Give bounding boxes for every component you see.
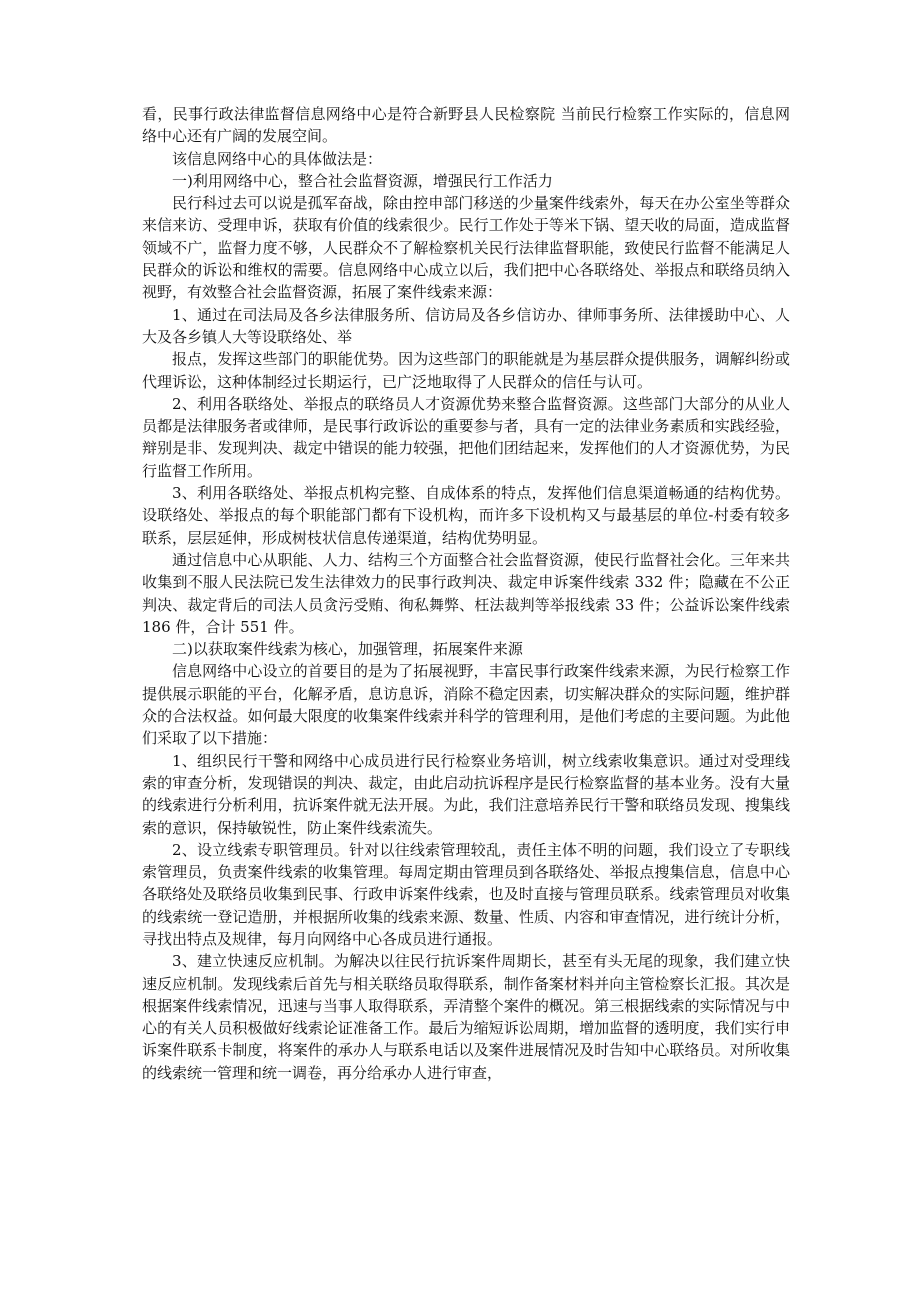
paragraph: 民行科过去可以说是孤军奋战，除由控申部门移送的少量案件线索外，每天在办公室坐等群众来信来访、受理申诉，获取有价值的线索很少。民行工作处于等米下锅、望天收的局面，造成监督领域不广，监督力度不够，人民群众不了解检察机关民行法律监督职能，致使民行监督不能满足人民群众的诉讼和维权的需要。信息网络中心成立以后，我们把中心各联络处、举报点和联络员纳入视野，有效整合社会监督资源，拓展了案件线索来源： [142,194,790,302]
list-item: 1、通过在司法局及各乡法律服务所、信访局及各乡信访办、律师事务所、法律援助中心、人大及各乡镇人大等设联络处、举 [142,305,790,346]
paragraph: 通过信息中心从职能、人力、结构三个方面整合社会监督资源，使民行监督社会化。三年来共收集到不服人民法院已发生法律效力的民事行政判决、裁定申诉案件线索 332 件；隐藏在不公正判决、裁定背后的司法人员贪污受贿、徇私舞弊、枉法裁判等举报线索 33 件；公益诉讼案件线索 186 件，合计 551 件。 [142,550,790,636]
list-item: 2、设立线索专职管理员。针对以往线索管理较乱，责任主体不明的问题，我们设立了专职线索管理员，负责案件线索的收集管理。每周定期由管理员到各联络处、举报点搜集信息，信息中心各联络处及联络员收集到民事、行政申诉案件线索，也及时直接与管理员联系。线索管理员对收集的线索统一登记造册，并根据所收集的线索来源、数量、性质、内容和审查情况，进行统计分析，寻找出特点及规律，每月向网络中心各成员进行通报。 [142,840,790,948]
list-item: 3、利用各联络处、举报点机构完整、自成体系的特点，发挥他们信息渠道畅通的结构优势。设联络处、举报点的每个职能部门都有下设机构，而许多下设机构又与最基层的单位-村委有较多联系，层层延伸，形成树枝状信息传递渠道，结构优势明显。 [142,484,790,547]
section-heading: 一)利用网络中心，整合社会监督资源，增强民行工作活力 [172,171,553,190]
paragraph: 该信息网络中心的具体做法是： [172,149,383,168]
paragraph: 报点，发挥这些部门的职能优势。因为这些部门的职能就是为基层群众提供服务，调解纠纷或代理诉讼，这种体制经过长期运行，已广泛地取得了人民群众的信任与认可。 [142,350,790,391]
list-item: 2、利用各联络处、举报点的联络员人才资源优势来整合监督资源。这些部门大部分的从业人员都是法律服务者或律师，是民事行政诉讼的重要参与者，具有一定的法律业务素质和实践经验，辩别是非、发现判决、裁定中错误的能力较强，把他们团结起来，发挥他们的人才资源优势，为民行监督工作所用。 [142,394,790,480]
paragraph: 看，民事行政法律监督信息网络中心是符合新野县人民检察院 当前民行检察工作实际的，信息网络中心还有广阔的发展空间。 [142,105,790,146]
list-item: 3、建立快速反应机制。为解决以往民行抗诉案件周期长，甚至有头无尾的现象，我们建立快速反应机制。发现线索后首先与相关联络员取得联系，制作备案材料并向主管检察长汇报。其次是根据案件线索情况，迅速与当事人取得联系，弄清整个案件的概况。第三根据线索的实际情况与中心的有关人员积极做好线索论证准备工作。最后为缩短诉讼周期，增加监督的透明度，我们实行申诉案件联系卡制度，将案件的承办人与联系电话以及案件进展情况及时告知中心联络员。对所收集的线索统一管理和统一调卷，再分给承办人进行审查， [142,952,790,1082]
paragraph: 信息网络中心设立的首要目的是为了拓展视野，丰富民事行政案件线索来源，为民行检察工作提供展示职能的平台，化解矛盾，息访息诉，消除不稳定因素，切实解决群众的实际问题，维护群众的合法权益。如何最大限度的收集案件线索并科学的管理利用，是他们考虑的主要问题。为此他们采取了以下措施： [142,662,790,748]
section-heading: 二)以获取案件线索为核心，加强管理，拓展案件来源 [172,640,523,659]
list-item: 1、组织民行干警和网络中心成员进行民行检察业务培训，树立线索收集意识。通过对受理线索的审查分析，发现错误的判决、裁定，由此启动抗诉程序是民行检察监督的基本业务。没有大量的线索进行分析利用，抗诉案件就无法开展。为此，我们注意培养民行干警和联络员发现、搜集线索的意识，保持敏锐性，防止案件线索流失。 [142,751,790,837]
